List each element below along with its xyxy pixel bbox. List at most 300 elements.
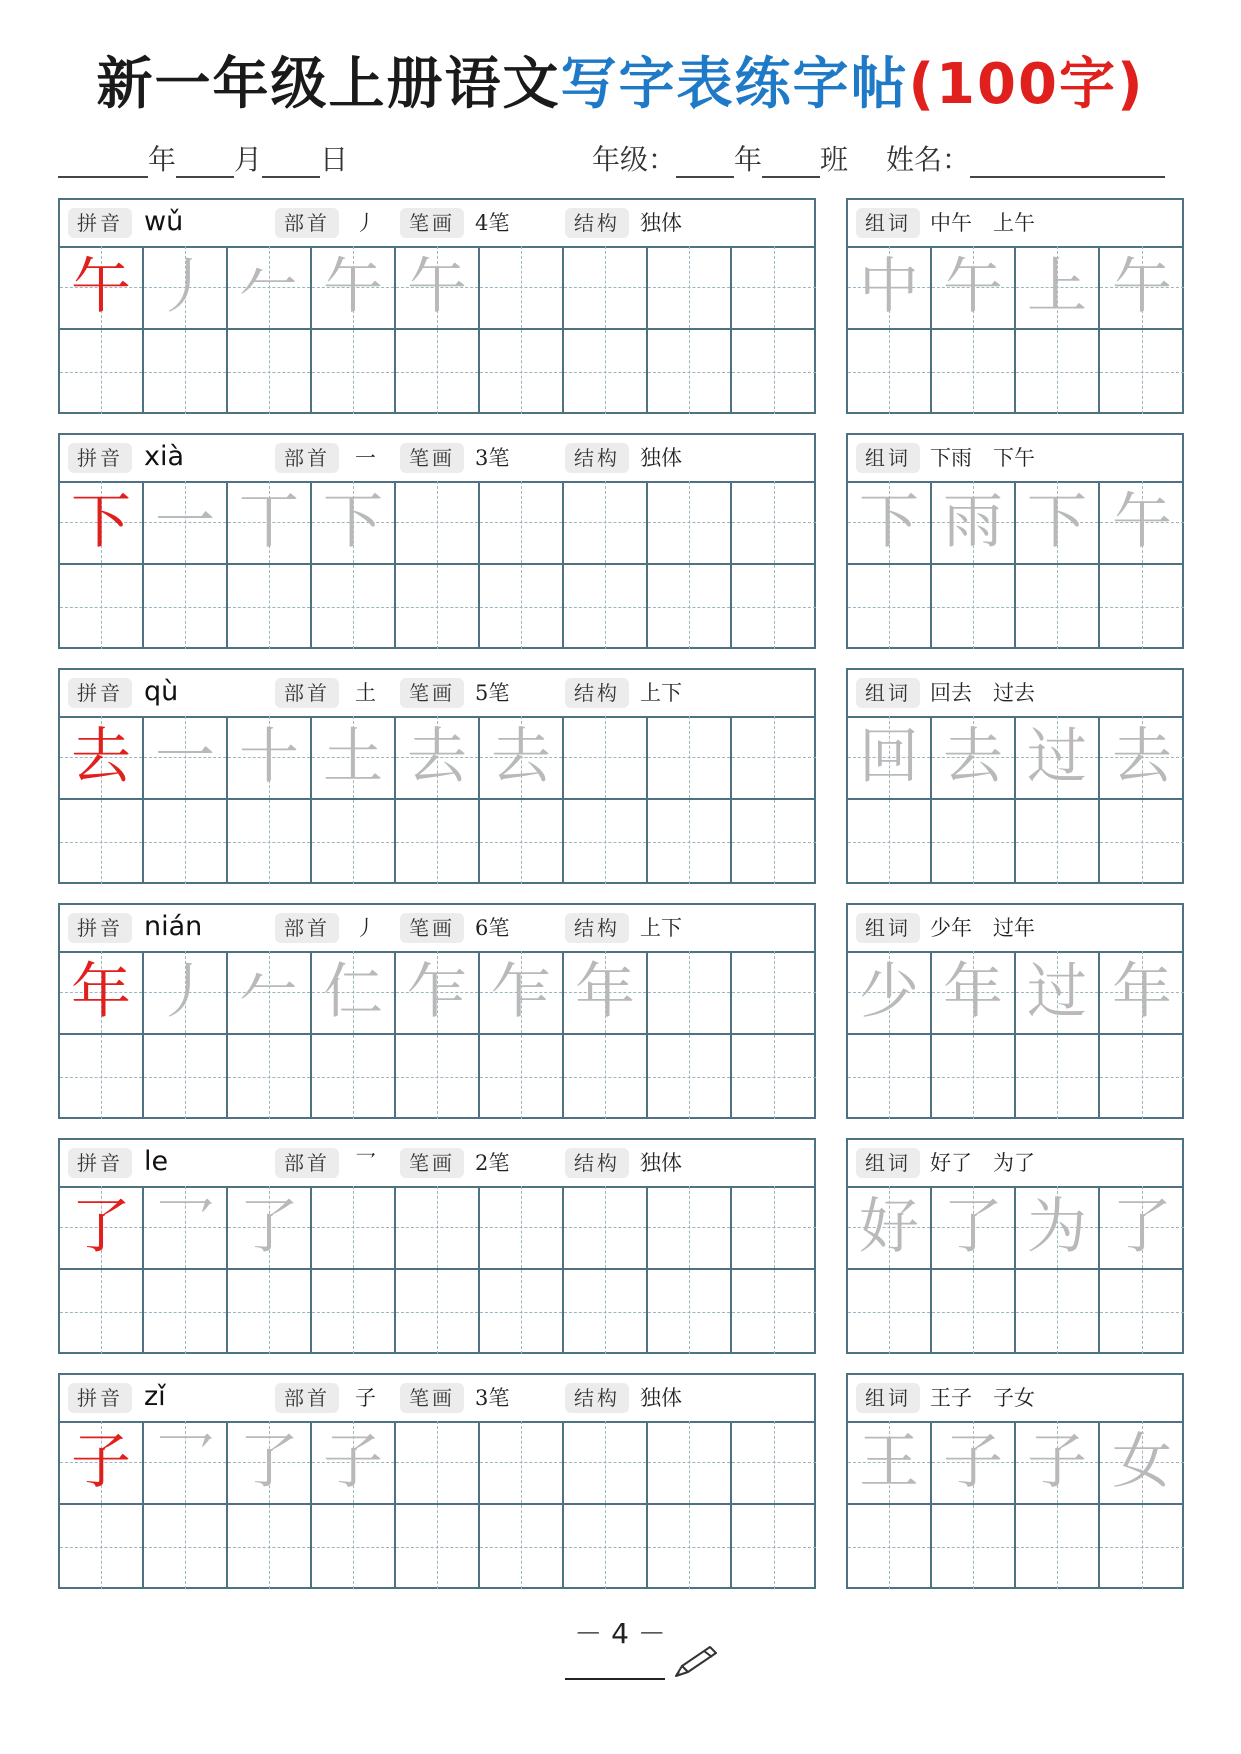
grid-cell[interactable] [60, 1270, 144, 1354]
grid-cell[interactable] [932, 481, 1016, 565]
grid-cell[interactable] [564, 800, 648, 884]
grid-cell[interactable] [1100, 716, 1184, 800]
grid-cell[interactable] [396, 800, 480, 884]
grid-cell[interactable] [1100, 1505, 1184, 1589]
grid-cell[interactable] [732, 716, 816, 800]
grid-cell[interactable] [144, 330, 228, 414]
radical-tag: 部首 [275, 678, 339, 708]
grid-cell[interactable] [144, 1186, 228, 1270]
grid-cell[interactable] [396, 1035, 480, 1119]
grid-cell[interactable] [312, 1505, 396, 1589]
grid-cell[interactable] [480, 481, 564, 565]
grid-cell[interactable] [732, 951, 816, 1035]
grid-cell[interactable] [144, 716, 228, 800]
grid-cell[interactable] [564, 481, 648, 565]
grid-cell[interactable] [564, 716, 648, 800]
grid-cell[interactable] [312, 246, 396, 330]
grid-cell[interactable] [1100, 1186, 1184, 1270]
grid-cell[interactable] [848, 330, 932, 414]
grid-cell[interactable] [228, 800, 312, 884]
grid-cell[interactable] [1016, 951, 1100, 1035]
grid-cell[interactable] [228, 1421, 312, 1505]
grid-cell[interactable] [144, 800, 228, 884]
name-label: 姓名： [886, 143, 971, 176]
grid-cell[interactable] [60, 1186, 144, 1270]
grid-cell[interactable] [1016, 1421, 1100, 1505]
card-header [60, 905, 814, 953]
radical-value: 丿 [355, 211, 376, 235]
grid-cell[interactable] [1016, 1505, 1100, 1589]
grid-cell[interactable] [648, 951, 732, 1035]
pinyin-value: le [144, 1146, 169, 1177]
radical-tag: 部首 [275, 913, 339, 943]
grid-cell[interactable] [932, 1421, 1016, 1505]
stroke-order-step: 乍 [491, 957, 551, 1027]
card-header [848, 905, 1182, 953]
stroke-order-step: 土 [323, 722, 383, 792]
grid-cell[interactable] [60, 1035, 144, 1119]
char-practice-card [58, 198, 816, 414]
grid-cell[interactable] [1100, 481, 1184, 565]
grid-cell[interactable] [848, 481, 932, 565]
radical-value: 丿 [355, 916, 376, 940]
stroke-order-step: 去 [491, 722, 551, 792]
grid-cell[interactable] [312, 1186, 396, 1270]
structure-value: 独体 [640, 446, 682, 470]
word-practice-card [846, 433, 1184, 649]
radical-value: 一 [355, 446, 376, 470]
grid-cell[interactable] [648, 1035, 732, 1119]
grid-cell[interactable] [1100, 1035, 1184, 1119]
stroke-order-step: 十 [239, 722, 299, 792]
card-header [848, 670, 1182, 718]
class-blank[interactable] [762, 146, 820, 178]
words-tag: 组词 [856, 443, 920, 473]
grid-cell[interactable] [732, 1270, 816, 1354]
grid-cell[interactable] [60, 800, 144, 884]
grid-cell[interactable] [60, 565, 144, 649]
grid-cell[interactable] [396, 1270, 480, 1354]
word-practice-card [846, 198, 1184, 414]
grid-cell[interactable] [480, 1186, 564, 1270]
grid-cell[interactable] [932, 246, 1016, 330]
grid-cell[interactable] [396, 565, 480, 649]
trace-word-character: 回 [859, 722, 919, 792]
grid-cell[interactable] [60, 716, 144, 800]
radical-value: 乛 [355, 1151, 376, 1175]
card-header [848, 435, 1182, 483]
grid-cell[interactable] [228, 716, 312, 800]
grid-cell[interactable] [732, 246, 816, 330]
words-tag: 组词 [856, 1383, 920, 1413]
pinyin-value: nián [144, 911, 203, 942]
stroke-order-step: 乛 [155, 1192, 215, 1262]
grid-cell[interactable] [1100, 800, 1184, 884]
grid-cell[interactable] [932, 800, 1016, 884]
grid-cell[interactable] [1100, 330, 1184, 414]
pinyin-tag: 拼音 [68, 913, 132, 943]
stroke-order-step: 乍 [407, 957, 467, 1027]
grid-cell[interactable] [312, 716, 396, 800]
radical-value: 土 [355, 681, 376, 705]
grid-cell[interactable] [144, 481, 228, 565]
grid-cell[interactable] [396, 1505, 480, 1589]
grid-cell[interactable] [848, 716, 932, 800]
title-part-2: 写字表练字帖 [560, 52, 909, 117]
grid-cell[interactable] [848, 1270, 932, 1354]
grid-cell[interactable] [732, 1421, 816, 1505]
stroke-order-step: 下 [323, 487, 383, 557]
grid-cell[interactable] [648, 800, 732, 884]
grid-cell[interactable] [60, 246, 144, 330]
grid-cell[interactable] [732, 800, 816, 884]
pen-icon [670, 1644, 720, 1680]
grid-cell[interactable] [396, 1421, 480, 1505]
grid-cell[interactable] [144, 565, 228, 649]
trace-word-character: 好 [859, 1192, 919, 1262]
grid-cell[interactable] [848, 1505, 932, 1589]
stroke-order-step: 午 [407, 252, 467, 322]
grid-cell[interactable] [848, 565, 932, 649]
grid-cell[interactable] [144, 1035, 228, 1119]
stroke-order-step: 丅 [239, 487, 299, 557]
grid-cell[interactable] [312, 1270, 396, 1354]
grid-cell[interactable] [480, 1035, 564, 1119]
name-blank[interactable] [970, 146, 1165, 178]
trace-word-character: 为 [1027, 1192, 1087, 1262]
grid-cell[interactable] [648, 481, 732, 565]
grid-cell[interactable] [1016, 716, 1100, 800]
grid-cell[interactable] [648, 1270, 732, 1354]
trace-word-character: 去 [943, 722, 1003, 792]
grid-cell[interactable] [480, 716, 564, 800]
grid-cell[interactable] [848, 1186, 932, 1270]
grid-cell[interactable] [396, 481, 480, 565]
grid-cell[interactable] [396, 716, 480, 800]
grid-cell[interactable] [732, 1186, 816, 1270]
trace-word-character: 午 [1112, 487, 1172, 557]
structure-tag: 结构 [565, 208, 629, 238]
radical-value: 子 [355, 1386, 376, 1410]
title-part-3: (100字) [908, 52, 1145, 117]
pinyin-tag: 拼音 [68, 208, 132, 238]
trace-word-character: 午 [943, 252, 1003, 322]
grid-cell[interactable] [396, 330, 480, 414]
structure-tag: 结构 [565, 678, 629, 708]
grid-cell[interactable] [732, 1505, 816, 1589]
grid-cell[interactable] [648, 1186, 732, 1270]
pinyin-tag: 拼音 [68, 1148, 132, 1178]
word-practice-card [846, 1138, 1184, 1354]
grid-cell[interactable] [480, 246, 564, 330]
grid-cell[interactable] [1100, 1270, 1184, 1354]
grid-cell[interactable] [480, 565, 564, 649]
grid-cell[interactable] [648, 246, 732, 330]
day-label: 日 [320, 143, 349, 176]
char-practice-card [58, 433, 816, 649]
grid-cell[interactable] [564, 330, 648, 414]
page-title [0, 40, 1241, 120]
trace-word-character: 年 [1112, 957, 1172, 1027]
pinyin-tag: 拼音 [68, 678, 132, 708]
grid-cell[interactable] [848, 800, 932, 884]
pinyin-value: xià [144, 441, 185, 472]
title-part-1: 新一年级上册语文 [96, 52, 561, 117]
grid-cell[interactable] [648, 716, 732, 800]
words-tag: 组词 [856, 208, 920, 238]
grid-cell[interactable] [396, 246, 480, 330]
trace-word-character: 上 [1027, 252, 1087, 322]
words-value: 回去 过去 [930, 681, 1035, 705]
grid-cell[interactable] [564, 246, 648, 330]
grid-cell[interactable] [648, 330, 732, 414]
grid-cell[interactable] [312, 330, 396, 414]
grid-cell[interactable] [480, 330, 564, 414]
stroke-order-step: 去 [407, 722, 467, 792]
grid-cell[interactable] [312, 481, 396, 565]
month-label: 月 [234, 143, 263, 176]
stroke-order-step: 子 [323, 1427, 383, 1497]
footer-underline [565, 1678, 665, 1680]
student-fields [592, 138, 1165, 178]
grid-cell[interactable] [732, 330, 816, 414]
grid-cell[interactable] [228, 951, 312, 1035]
grid-cell[interactable] [60, 330, 144, 414]
grid-cell[interactable] [480, 800, 564, 884]
stroke-order-step: 𠂉 [239, 957, 299, 1027]
grid-cell[interactable] [648, 565, 732, 649]
card-header [60, 670, 814, 718]
grid-cell[interactable] [228, 246, 312, 330]
strokes-value: 3笔 [475, 446, 510, 470]
radical-tag: 部首 [275, 1148, 339, 1178]
trace-word-character: 少 [859, 957, 919, 1027]
card-header [60, 200, 814, 248]
grid-cell[interactable] [312, 800, 396, 884]
grid-cell[interactable] [1016, 481, 1100, 565]
grid-cell[interactable] [144, 246, 228, 330]
grid-cell[interactable] [228, 481, 312, 565]
month-blank[interactable] [176, 146, 234, 178]
grid-cell[interactable] [480, 951, 564, 1035]
grid-cell[interactable] [564, 1035, 648, 1119]
pinyin-value: qù [144, 676, 179, 707]
card-header [848, 1375, 1182, 1423]
stroke-order-step: 𠂉 [239, 252, 299, 322]
grid-cell[interactable] [848, 246, 932, 330]
card-header [848, 200, 1182, 248]
trace-word-character: 下 [859, 487, 919, 557]
words-tag: 组词 [856, 1148, 920, 1178]
grid-cell[interactable] [480, 1270, 564, 1354]
structure-tag: 结构 [565, 1383, 629, 1413]
grid-cell[interactable] [144, 1270, 228, 1354]
grid-cell[interactable] [396, 1186, 480, 1270]
pinyin-tag: 拼音 [68, 443, 132, 473]
grid-cell[interactable] [144, 1505, 228, 1589]
grid-cell[interactable] [564, 1186, 648, 1270]
grid-cell[interactable] [1100, 951, 1184, 1035]
char-practice-card [58, 903, 816, 1119]
stroke-order-step: 午 [323, 252, 383, 322]
grid-cell[interactable] [932, 1270, 1016, 1354]
date-fields [58, 138, 348, 178]
grid-cell[interactable] [564, 951, 648, 1035]
trace-word-character: 过 [1027, 722, 1087, 792]
strokes-tag: 笔画 [400, 1383, 464, 1413]
grid-cell[interactable] [848, 1035, 932, 1119]
strokes-value: 3笔 [475, 1386, 510, 1410]
model-character: 午 [71, 252, 131, 322]
stroke-order-step: 一 [155, 487, 215, 557]
grid-cell[interactable] [1016, 1035, 1100, 1119]
grid-cell[interactable] [312, 1035, 396, 1119]
grid-cell[interactable] [732, 565, 816, 649]
grade-year-label: 年 [734, 143, 763, 176]
strokes-value: 5笔 [475, 681, 510, 705]
words-value: 中午 上午 [930, 211, 1035, 235]
trace-word-character: 过 [1027, 957, 1087, 1027]
card-header [60, 435, 814, 483]
strokes-tag: 笔画 [400, 208, 464, 238]
char-practice-card [58, 1138, 816, 1354]
grid-cell[interactable] [228, 330, 312, 414]
grid-cell[interactable] [1016, 800, 1100, 884]
grid-cell[interactable] [564, 1421, 648, 1505]
structure-tag: 结构 [565, 1148, 629, 1178]
grid-cell[interactable] [932, 1035, 1016, 1119]
stroke-order-step: 了 [239, 1192, 299, 1262]
model-character: 了 [71, 1192, 131, 1262]
trace-word-character: 午 [1112, 252, 1172, 322]
grid-cell[interactable] [228, 1505, 312, 1589]
trace-word-character: 中 [859, 252, 919, 322]
structure-value: 独体 [640, 1386, 682, 1410]
stroke-order-step: 丿 [155, 252, 215, 322]
year-blank[interactable] [58, 146, 148, 178]
grid-cell[interactable] [932, 716, 1016, 800]
strokes-tag: 笔画 [400, 678, 464, 708]
trace-word-character: 了 [943, 1192, 1003, 1262]
grid-cell[interactable] [564, 565, 648, 649]
grid-cell[interactable] [932, 565, 1016, 649]
grid-cell[interactable] [396, 951, 480, 1035]
grid-cell[interactable] [732, 1035, 816, 1119]
radical-tag: 部首 [275, 208, 339, 238]
grid-cell[interactable] [312, 951, 396, 1035]
grid-cell[interactable] [60, 1421, 144, 1505]
grid-cell[interactable] [1100, 565, 1184, 649]
trace-word-character: 女 [1112, 1427, 1172, 1497]
model-character: 去 [71, 722, 131, 792]
stroke-order-step: 仁 [323, 957, 383, 1027]
grid-cell[interactable] [1016, 246, 1100, 330]
grid-cell[interactable] [1100, 246, 1184, 330]
grid-cell[interactable] [1100, 1421, 1184, 1505]
strokes-tag: 笔画 [400, 913, 464, 943]
card-header [60, 1140, 814, 1188]
grid-cell[interactable] [144, 1421, 228, 1505]
grid-cell[interactable] [480, 1421, 564, 1505]
trace-word-character: 年 [943, 957, 1003, 1027]
grid-cell[interactable] [648, 1421, 732, 1505]
grid-cell[interactable] [732, 481, 816, 565]
grid-cell[interactable] [1016, 1186, 1100, 1270]
grid-cell[interactable] [228, 565, 312, 649]
grid-cell[interactable] [228, 1186, 312, 1270]
char-practice-card [58, 668, 816, 884]
trace-word-character: 子 [1027, 1427, 1087, 1497]
model-character: 下 [71, 487, 131, 557]
stroke-order-step: 丿 [155, 957, 215, 1027]
grid-cell[interactable] [564, 1505, 648, 1589]
model-character: 子 [71, 1427, 131, 1497]
strokes-tag: 笔画 [400, 443, 464, 473]
trace-word-character: 下 [1027, 487, 1087, 557]
char-practice-card [58, 1373, 816, 1589]
grid-cell[interactable] [1016, 330, 1100, 414]
grid-cell[interactable] [848, 951, 932, 1035]
words-value: 下雨 下午 [930, 446, 1035, 470]
grid-cell[interactable] [60, 481, 144, 565]
structure-tag: 结构 [565, 443, 629, 473]
strokes-value: 4笔 [475, 211, 510, 235]
class-label: 班 [820, 143, 849, 176]
grade-blank[interactable] [676, 146, 734, 178]
radical-tag: 部首 [275, 1383, 339, 1413]
structure-value: 独体 [640, 211, 682, 235]
grid-cell[interactable] [932, 951, 1016, 1035]
pinyin-value: wǔ [144, 206, 184, 237]
trace-word-character: 去 [1112, 722, 1172, 792]
grid-cell[interactable] [564, 1270, 648, 1354]
grid-cell[interactable] [228, 1270, 312, 1354]
grid-cell[interactable] [60, 951, 144, 1035]
stroke-order-step: 了 [239, 1427, 299, 1497]
grade-label: 年级： [592, 143, 677, 176]
structure-tag: 结构 [565, 913, 629, 943]
word-practice-card [846, 1373, 1184, 1589]
word-practice-card [846, 668, 1184, 884]
card-header [60, 1375, 814, 1423]
pinyin-value: zǐ [144, 1381, 166, 1412]
grid-cell[interactable] [1016, 565, 1100, 649]
strokes-value: 6笔 [475, 916, 510, 940]
grid-cell[interactable] [312, 1421, 396, 1505]
grid-cell[interactable] [480, 1505, 564, 1589]
grid-cell[interactable] [1016, 1270, 1100, 1354]
grid-cell[interactable] [312, 565, 396, 649]
grid-cell[interactable] [932, 1186, 1016, 1270]
pinyin-tag: 拼音 [68, 1383, 132, 1413]
page-number: － 4 － [574, 1617, 666, 1650]
grid-cell[interactable] [228, 1035, 312, 1119]
grid-cell[interactable] [848, 1421, 932, 1505]
grid-cell[interactable] [144, 951, 228, 1035]
grid-cell[interactable] [932, 330, 1016, 414]
words-tag: 组词 [856, 913, 920, 943]
trace-word-character: 雨 [943, 487, 1003, 557]
structure-value: 上下 [640, 916, 682, 940]
words-value: 少年 过年 [930, 916, 1035, 940]
day-blank[interactable] [262, 146, 320, 178]
radical-tag: 部首 [275, 443, 339, 473]
trace-word-character: 了 [1112, 1192, 1172, 1262]
words-tag: 组词 [856, 678, 920, 708]
grid-cell[interactable] [60, 1505, 144, 1589]
grid-cell[interactable] [648, 1505, 732, 1589]
grid-cell[interactable] [932, 1505, 1016, 1589]
